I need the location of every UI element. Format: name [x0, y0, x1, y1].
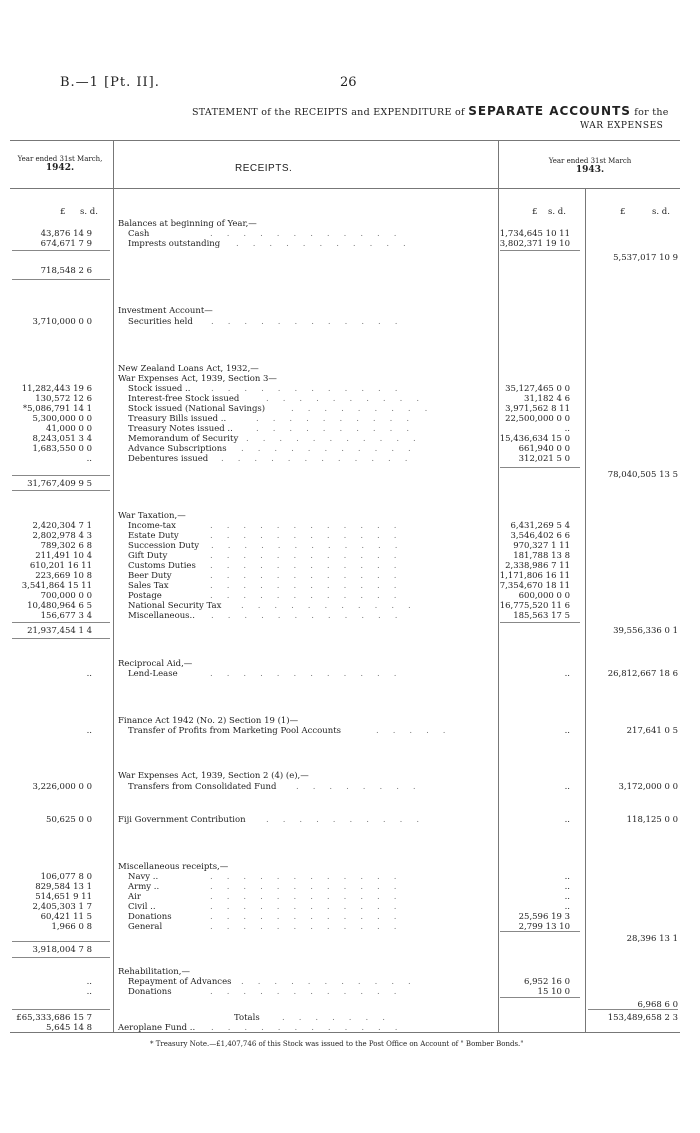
table-row [0, 364, 700, 374]
prior-year-amount: 41,000 0 0 [46, 424, 92, 434]
current-detail-amount: 3,802,371 19 10 [499, 239, 570, 249]
prior-year-amount: .. [86, 669, 92, 679]
table-row [0, 782, 700, 792]
currency-heading-row [0, 207, 700, 217]
treasury-footnote: * Treasury Note.—£1,407,746 of this Stock was issued to the Post Office on Account of " Bomber Bonds." [150, 1040, 524, 1048]
dot-leader: ............ [210, 551, 411, 561]
prior-year-amount: 3,710,000 0 0 [32, 317, 92, 327]
table-row [0, 239, 700, 249]
prior-year-amount: 2,802,978 4 3 [32, 531, 92, 541]
title-prefix: STATEMENT of the RECEIPTS and EXPENDITURE of [192, 107, 465, 118]
dot-leader: ............ [211, 1023, 412, 1033]
row-label: Interest-free Stock issued [128, 394, 240, 404]
table-row [0, 306, 700, 316]
prior-year-caption: Year ended 31st March, [17, 155, 103, 163]
page-title [192, 104, 669, 118]
prior-year-amount: 106,077 8 0 [40, 872, 92, 882]
current-detail-amount: .. [564, 815, 570, 825]
prior-year-amount: 5,300,000 0 0 [32, 414, 92, 424]
prior-year-label: 1942. [45, 163, 75, 173]
prior-year-amount: 31,767,409 9 5 [27, 479, 92, 489]
table-row [0, 726, 700, 736]
table-row [0, 219, 700, 229]
dot-leader: .......... [266, 815, 434, 825]
prior-year-amount: 718,548 2 6 [40, 266, 92, 276]
dot-leader: .......... [256, 414, 424, 424]
current-detail-amount: 1,171,806 16 11 [499, 571, 570, 581]
current-total-amount: 5,537,017 10 9 [613, 253, 678, 263]
row-label: General [128, 922, 163, 932]
row-label: War Taxation,— [118, 511, 186, 521]
dot-leader: .......... [266, 394, 434, 404]
table-row [0, 414, 700, 424]
row-label: Treasury Notes issued .. [128, 424, 233, 434]
row-label: Stock issued .. [128, 384, 191, 394]
dot-leader: ............ [210, 922, 411, 932]
current-detail-amount: 7,354,670 18 11 [499, 581, 570, 591]
row-label: Gift Duty [128, 551, 168, 561]
row-label: Succession Duty [128, 541, 200, 551]
table-row [0, 571, 700, 581]
prior-year-amount: 3,226,000 0 0 [32, 782, 92, 792]
row-label: Finance Act 1942 (No. 2) Section 19 (1)— [118, 716, 299, 726]
prior-year-amount: 2,420,304 7 1 [32, 521, 92, 531]
prior-year-amount: 1,683,550 0 0 [32, 444, 92, 454]
prior-year-amount: *5,086,791 14 1 [22, 404, 92, 414]
table-row [0, 374, 700, 384]
row-label: New Zealand Loans Act, 1932,— [118, 364, 259, 374]
current-detail-amount: 15,436,634 15 0 [499, 434, 570, 444]
page-number: 26 [340, 75, 357, 90]
prior-year-amount: 514,651 9 11 [35, 892, 92, 902]
table-row [0, 716, 700, 726]
prior-pound-heading: £ [60, 207, 66, 217]
table-row [0, 551, 700, 561]
row-label: Memorandum of Security [128, 434, 239, 444]
table-row [0, 581, 700, 591]
header-bottom-rule [10, 188, 680, 189]
row-label: Income-tax [128, 521, 176, 531]
table-row [0, 659, 700, 669]
row-label: Beer Duty [128, 571, 172, 581]
current-total-amount: 39,556,336 0 1 [613, 626, 678, 636]
current-detail-amount: 3,971,562 8 11 [505, 404, 570, 414]
totals-row [0, 1013, 700, 1023]
current-detail-amount: 600,000 0 0 [518, 591, 570, 601]
current-detail-amount: 312,021 5 0 [518, 454, 570, 464]
prior-year-amount: 3,918,004 7 8 [32, 945, 92, 955]
totals-leader: ....... [282, 1013, 399, 1023]
prior-year-amount: 10,480,964 6 5 [27, 601, 92, 611]
totals-prior: £65,333,686 15 7 [16, 1013, 92, 1023]
table-row [0, 434, 700, 444]
receipts-heading: RECEIPTS. [235, 163, 293, 174]
current-detail-amount: 6,952 16 0 [524, 977, 570, 987]
current-detail-amount: 22,500,000 0 0 [505, 414, 570, 424]
prior-year-amount: 674,671 7 9 [40, 239, 92, 249]
current-total-amount: 118,125 0 0 [626, 815, 678, 825]
table-row [0, 479, 700, 489]
current-detail-amount: 661,940 0 0 [518, 444, 570, 454]
row-label: Transfers from Consolidated Fund [128, 782, 277, 792]
prior-year-amount: 2,405,303 1 7 [32, 902, 92, 912]
dot-leader: ........... [241, 977, 425, 987]
prior-year-amount: 3,541,864 15 11 [21, 581, 92, 591]
dot-leader: ............ [210, 882, 411, 892]
title-emphasis: SEPARATE ACCOUNTS [468, 104, 631, 118]
row-label: Balances at beginning of Year,— [118, 219, 257, 229]
prior-year-amount: 211,491 10 4 [35, 551, 92, 561]
prior-year-amount: .. [86, 726, 92, 736]
current-detail-amount: 25,596 19 3 [518, 912, 570, 922]
table-row [0, 882, 700, 892]
table-row [0, 626, 700, 636]
subtotal-rule [12, 638, 110, 639]
dot-leader: ........... [241, 601, 425, 611]
table-row [0, 987, 700, 997]
table-row [0, 862, 700, 872]
dot-leader: ............ [210, 571, 411, 581]
row-label: Imprests outstanding [128, 239, 221, 249]
table-row [0, 384, 700, 394]
totals-rule [12, 1009, 110, 1010]
current-detail-amount: .. [564, 872, 570, 882]
row-label: Transfer of Profits from Marketing Pool Accounts [128, 726, 341, 736]
table-row [0, 912, 700, 922]
subtotal-rule [500, 622, 580, 623]
table-row [0, 531, 700, 541]
table-row [0, 892, 700, 902]
table-row [0, 521, 700, 531]
row-label: War Expenses Act, 1939, Section 3— [118, 374, 277, 384]
current-detail-amount: 31,182 4 6 [524, 394, 570, 404]
dot-leader: ......... [291, 404, 442, 414]
prior-sd-heading: s. d. [80, 207, 98, 217]
prior-year-amount: 50,625 0 0 [46, 815, 92, 825]
table-row [0, 815, 700, 825]
row-label: Treasury Bills issued .. [128, 414, 227, 424]
row-label: Rehabilitation,— [118, 967, 190, 977]
table-row [0, 922, 700, 932]
prior-year-amount: 789,302 6 8 [40, 541, 92, 551]
prior-year-amount: 223,669 10 8 [35, 571, 92, 581]
table-row [0, 317, 700, 327]
current-detail-amount: 970,327 1 11 [513, 541, 570, 551]
dot-leader: ............ [211, 611, 412, 621]
current-total-amount: 26,812,667 18 6 [607, 669, 678, 679]
dot-leader: ............ [210, 669, 411, 679]
dot-leader: ........ [296, 782, 430, 792]
totals-label: Totals [234, 1013, 260, 1023]
totals-rule [588, 1009, 678, 1010]
row-label: Reciprocal Aid,— [118, 659, 193, 669]
current-detail-amount: 1,734,645 10 11 [499, 229, 570, 239]
current-detail-amount: 6,431,269 5 4 [510, 521, 570, 531]
prior-year-header [10, 155, 110, 173]
row-label: Customs Duties [128, 561, 196, 571]
row-label: Postage [128, 591, 162, 601]
table-row [0, 394, 700, 404]
dot-leader: ............ [210, 229, 411, 239]
prior-year-amount: 21,937,454 1 4 [27, 626, 92, 636]
table-row [0, 444, 700, 454]
current-detail-amount: 15 10 0 [537, 987, 570, 997]
row-label: Fiji Government Contribution [118, 815, 246, 825]
dot-leader: ........... [241, 444, 425, 454]
dot-leader: ............ [210, 872, 411, 882]
table-row [0, 253, 700, 263]
current-detail-amount: .. [564, 782, 570, 792]
row-label: Stock issued (National Savings) [128, 404, 266, 414]
current-year-label: 1943. [575, 165, 605, 175]
table-row [0, 561, 700, 571]
dot-leader: ..... [376, 726, 460, 736]
table-row [0, 611, 700, 621]
prior-year-amount: 829,584 13 1 [35, 882, 92, 892]
subtotal-rule [500, 997, 580, 998]
page-subtitle: WAR EXPENSES [580, 121, 664, 131]
current-detail-amount: 2,799 13 10 [518, 922, 570, 932]
dot-leader: .......... [256, 424, 424, 434]
current-detail-amount: .. [564, 669, 570, 679]
table-row [0, 266, 700, 276]
table-row [0, 872, 700, 882]
current-detail-amount: 2,338,986 7 11 [505, 561, 570, 571]
prior-year-amount: 700,000 0 0 [40, 591, 92, 601]
prior-year-amount: 11,282,443 19 6 [21, 384, 92, 394]
table-row [0, 977, 700, 987]
row-label: Securities held [128, 317, 193, 327]
subtotal-rule [12, 279, 110, 280]
table-row [0, 669, 700, 679]
dot-leader: ............ [210, 591, 411, 601]
table-row [0, 424, 700, 434]
dot-leader: ............ [210, 561, 411, 571]
prior-year-amount: 60,421 11 5 [40, 912, 92, 922]
row-label: Estate Duty [128, 531, 179, 541]
subtotal-rule [12, 490, 110, 491]
row-label: Debentures issued [128, 454, 209, 464]
dot-leader: ............ [211, 384, 412, 394]
current-detail-amount: .. [564, 424, 570, 434]
row-label: Repayment of Advances [128, 977, 232, 987]
prior-year-amount: 8,243,051 3 4 [32, 434, 92, 444]
dot-leader: ............ [210, 987, 411, 997]
dot-leader: ............ [210, 581, 411, 591]
current-detail-amount: 185,563 17 5 [513, 611, 570, 621]
dot-leader: ........... [246, 434, 430, 444]
current-detail-amount: .. [564, 902, 570, 912]
current-total-amount: 217,641 0 5 [626, 726, 678, 736]
prior-year-amount: 5,645 14 8 [46, 1023, 92, 1033]
table-top-rule [10, 140, 680, 141]
row-label: Miscellaneous.. [128, 611, 195, 621]
row-label: Lend-Lease [128, 669, 178, 679]
table-row [0, 404, 700, 414]
subtotal-rule [12, 622, 110, 623]
total-sd-heading: s. d. [652, 207, 670, 217]
dot-leader: ............ [210, 892, 411, 902]
current-detail-amount: .. [564, 726, 570, 736]
subtotal-rule [500, 467, 580, 468]
dot-leader: ............ [221, 454, 422, 464]
page-reference: B.—1 [Pt. II]. [60, 75, 160, 90]
row-label: Air [128, 892, 141, 902]
current-detail-amount: 181,788 13 8 [513, 551, 570, 561]
row-label: Cash [128, 229, 150, 239]
detail-pound-heading: £ [532, 207, 538, 217]
prior-year-amount: 156,677 3 4 [40, 611, 92, 621]
detail-sd-heading: s. d. [548, 207, 566, 217]
current-detail-amount: .. [564, 882, 570, 892]
table-row [0, 511, 700, 521]
dot-leader: ............ [210, 902, 411, 912]
title-suffix: for the [634, 107, 669, 118]
row-label: War Expenses Act, 1939, Section 2 (4) (e),— [118, 771, 309, 781]
totals-current: 153,489,658 2 3 [607, 1013, 678, 1023]
prior-year-amount: 610,201 16 11 [29, 561, 92, 571]
current-total-amount: 3,172,000 0 0 [618, 782, 678, 792]
subtotal-rule [12, 250, 110, 251]
table-row [0, 902, 700, 912]
table-row [0, 454, 700, 464]
table-row [0, 601, 700, 611]
prior-year-amount: .. [86, 987, 92, 997]
dot-leader: ............ [211, 541, 412, 551]
current-total-amount: 78,040,505 13 5 [607, 470, 678, 480]
row-label: Advance Subscriptions [128, 444, 227, 454]
row-label: Civil .. [128, 902, 156, 912]
table-row [0, 591, 700, 601]
current-detail-amount: 16,775,520 11 6 [499, 601, 570, 611]
dot-leader: ............ [211, 317, 412, 327]
dot-leader: ............ [210, 912, 411, 922]
current-year-caption: Year ended 31st March [548, 157, 632, 165]
prior-year-amount: 1,966 0 8 [51, 922, 92, 932]
current-total-amount: 28,396 13 1 [626, 934, 678, 944]
row-label: Miscellaneous receipts,— [118, 862, 229, 872]
prior-year-amount: 130,572 12 6 [35, 394, 92, 404]
prior-year-amount: .. [86, 977, 92, 987]
table-row [0, 945, 700, 955]
table-row [0, 934, 700, 944]
row-label: Army .. [128, 882, 160, 892]
row-label: Donations [128, 912, 172, 922]
current-detail-amount: 35,127,465 0 0 [505, 384, 570, 394]
dot-leader: ........... [236, 239, 420, 249]
table-row [0, 967, 700, 977]
prior-year-amount: .. [86, 454, 92, 464]
row-label: Sales Tax [128, 581, 169, 591]
total-pound-heading: £ [620, 207, 626, 217]
row-label: Aeroplane Fund .. [118, 1023, 196, 1033]
subtotal-rule [500, 250, 580, 251]
dot-leader: ............ [210, 531, 411, 541]
current-detail-amount: 3,546,402 6 6 [510, 531, 570, 541]
dot-leader: ............ [210, 521, 411, 531]
current-year-header [500, 157, 680, 175]
row-label: Navy .. [128, 872, 159, 882]
subtotal-rule [12, 957, 110, 958]
row-label: Donations [128, 987, 172, 997]
row-label: Investment Account— [118, 306, 213, 316]
table-row [0, 229, 700, 239]
table-row [0, 771, 700, 781]
current-total-amount: 6,968 6 0 [637, 1000, 678, 1010]
table-row [0, 541, 700, 551]
prior-year-amount: 43,876 14 9 [40, 229, 92, 239]
current-detail-amount: .. [564, 892, 570, 902]
row-label: National Security Tax [128, 601, 222, 611]
table-row [0, 1023, 700, 1033]
